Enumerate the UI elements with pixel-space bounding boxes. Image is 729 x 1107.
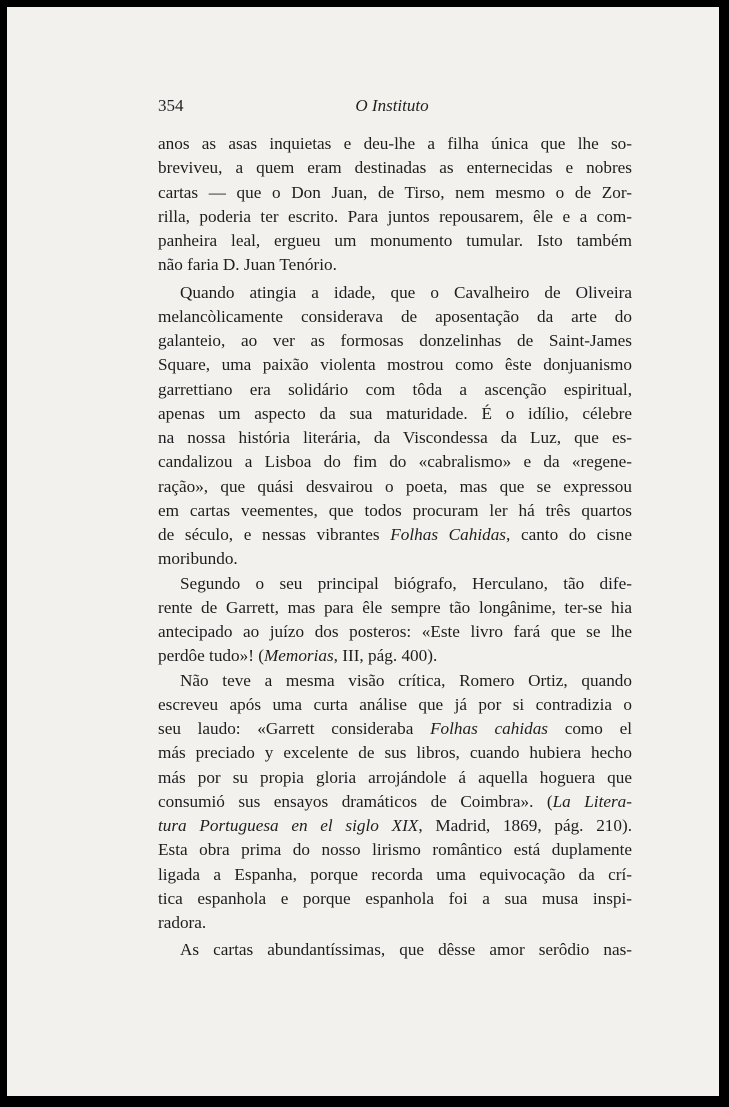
text-line: seu laudo: «Garrett consideraba Folhas cahidas como el (158, 719, 632, 738)
text-line: tura Portuguesa en el siglo XIX, Madrid, 1869, pág. 210). (158, 816, 632, 835)
text-line: Square, uma paixão violenta mostrou como êste donjuanismo (158, 355, 632, 375)
text-line: más por su propia gloria arrojándole á aquella hoguera que (158, 767, 632, 787)
text-line: rilla, poderia ter escrito. Para juntos repousarem, êle e a com- (158, 206, 632, 226)
text-line: Quando atingia a idade, que o Cavalheiro de Oliveira (180, 282, 632, 302)
text-line: garrettiano era solidário com tôda a ascenção espiritual, (158, 379, 632, 399)
text-line: de século, e nessas vibrantes Folhas Cahidas, canto do cisne (158, 525, 632, 544)
text-line: ração», que quási desvairou o poeta, mas que se expressou (158, 476, 632, 496)
text-line: Não teve a mesma visão crítica, Romero Ortiz, quando (180, 670, 632, 690)
text-line: não faria D. Juan Tenório. (158, 255, 337, 275)
text-line: consumió sus ensayos dramáticos de Coimbra». (La Litera- (158, 791, 632, 811)
text-line: tica espanhola e porque espanhola foi a sua musa inspi- (158, 888, 632, 908)
text-line: anos as asas inquietas e deu-lhe a filha única que lhe so- (158, 134, 632, 153)
text-line: na nossa história literária, da Viscondessa da Luz, que es- (158, 428, 632, 447)
text-line: galanteio, ao ver as formosas donzelinhas de Saint-James (158, 331, 632, 350)
running-title: O Instituto (355, 96, 429, 115)
text-line: escreveu após uma curta análise que já por si contradizia o (158, 694, 632, 714)
text-line: antecipado ao juízo dos posteros: «Este livro fará que se lhe (158, 622, 632, 641)
text-line: perdôe tudo»! (Memorias, III, pág. 400). (158, 646, 438, 666)
paragraph (158, 281, 632, 572)
text-line: em cartas veementes, que todos procuram ler há três quartos (158, 500, 632, 520)
text-line: cartas — que o Don Juan, de Tirso, nem mesmo o de Zor- (158, 182, 632, 202)
page-header (150, 96, 634, 122)
text-line: breviveu, a quem eram destinadas as enternecidas e nobres (158, 158, 632, 178)
paragraph (158, 669, 632, 936)
text-line: moribundo. (158, 549, 238, 569)
text-line: candalizou a Lisboa do fim do «cabralismo» e da «regene- (158, 452, 632, 472)
page-number: 354 (158, 96, 184, 115)
paragraph (158, 572, 632, 669)
text-line: As cartas abundantíssimas, que dêsse amor serôdio nas- (180, 940, 632, 960)
text-line: rente de Garrett, mas para êle sempre tão longânime, ter-se hia (158, 597, 632, 617)
text-line: radora. (158, 913, 207, 932)
paragraph (158, 938, 632, 962)
text-line: ligada a Espanha, porque recorda uma equivocação da crí- (158, 864, 632, 884)
text-line: Esta obra prima do nosso lirismo romântico está duplamente (158, 840, 632, 860)
text-line: más preciado y excelente de sus libros, cuando hubiera hecho (158, 743, 632, 763)
text-line: apenas um aspecto da sua maturidade. É o idílio, célebre (158, 403, 632, 423)
text-line: panheira leal, ergueu um monumento tumular. Isto também (158, 231, 632, 250)
text-line: Segundo o seu principal biógrafo, Herculano, tão dife- (180, 573, 632, 593)
body-text (158, 132, 632, 963)
paragraph (158, 132, 632, 278)
text-line: melancòlicamente considerava de aposentação da arte do (158, 306, 632, 326)
book-page (7, 7, 719, 1096)
